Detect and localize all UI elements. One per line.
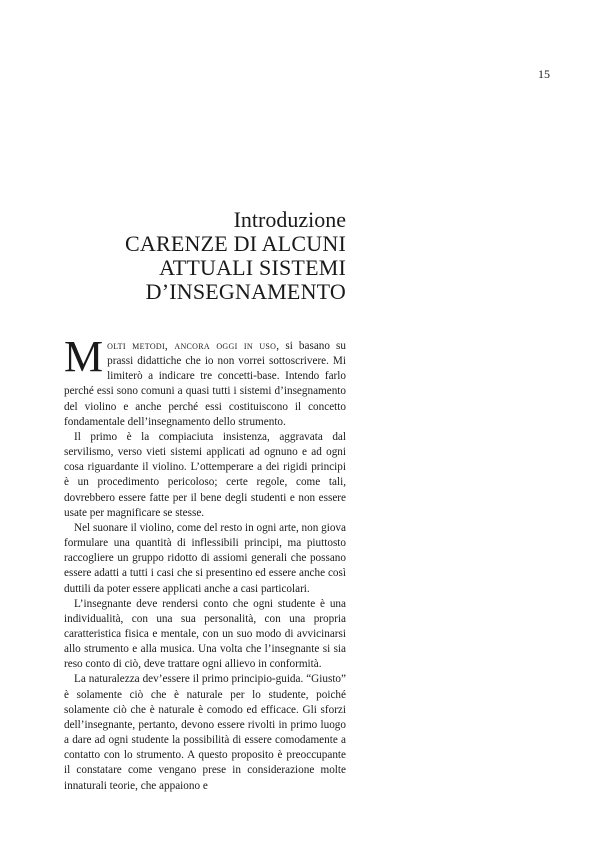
opening-text: si basano su prassi didattiche che io non vorrei sottoscrivere. Mi limiterò a indicare tre concetti-base. Intendo farlo perché essi sono comuni a quasi tutti i sistemi d’insegnamento del violino e anche perché essi costituiscono il concetto fondamentale dell’insegnamento dello strumento. bbox=[64, 340, 347, 428]
paragraph-1 bbox=[64, 332, 347, 430]
page-number: 15 bbox=[538, 67, 550, 81]
body-text bbox=[64, 332, 347, 794]
drop-cap: M bbox=[64, 332, 104, 381]
chapter-title-line-3: D’INSEGNAMENTO bbox=[145, 279, 346, 304]
chapter-title-line-1: CARENZE DI ALCUNI bbox=[125, 231, 346, 256]
paragraph-2: Il primo è la compiaciuta insistenza, aggravata dal servilismo, verso vieti sistemi applicati ad ognuno e ad ogni cosa riguardante il violino. L’ottemperare a dei rigidi principi è un procedimento pericoloso; certe regole, come tali, dovrebbero essere fatte per il bene degli studenti e non essere usate per magnificare se stesse. bbox=[64, 430, 346, 519]
paragraph-4: L’insegnante deve rendersi conto che ogni studente è una individualità, con una sua personalità, con una propria caratteristica fisica e mentale, con un suo modo di avvicinarsi allo strumento e alla musica. Una volta che l’insegnante si sia reso conto di ciò, deve trattare ogni allievo in conformità. bbox=[64, 597, 346, 671]
chapter-subtitle: Introduzione bbox=[233, 207, 346, 232]
opening-smallcaps: olti metodi, ancora oggi in uso, bbox=[107, 340, 280, 352]
chapter-title-line-2: ATTUALI SISTEMI bbox=[159, 255, 346, 280]
paragraph-5: La naturalezza dev’essere il primo principio-guida. “Giusto” è solamente ciò che è naturale per lo studente, poiché solamente ciò che è naturale è comodo ed efficace. Gli sforzi dell’insegnante, pertanto, devono essere rivolti in primo luogo a dare ad ogni studente la possibilità di essere comodamente a contatto con lo strumento. A questo proposito è preoccupante il constatare come vengano prese in considerazione molte innaturali teorie, che appaiono e bbox=[64, 673, 346, 792]
paragraph-3: Nel suonare il violino, come del resto in ogni arte, non giova formulare una quantità di inflessibili principi, ma piuttosto raccogliere un gruppo ridotto di assiomi generali che possano essere adatti a tutti i casi che si presentino ed essere anche così duttili da poter essere applicati anche a casi particolari. bbox=[64, 521, 346, 595]
chapter-heading bbox=[100, 208, 346, 304]
